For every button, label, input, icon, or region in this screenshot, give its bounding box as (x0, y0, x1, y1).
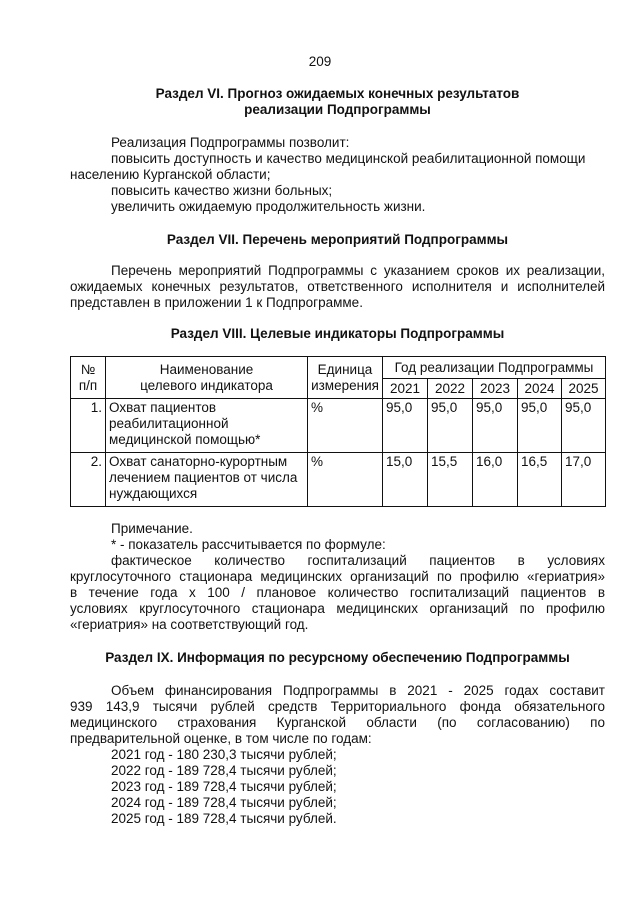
header-num-line1: № (80, 361, 96, 377)
row-num: 2. (71, 453, 106, 507)
section9-para-line4: предварительной оценке, в том числе по годам: (70, 731, 372, 746)
header-name-line2: целевого индикатора (140, 377, 273, 393)
row-name (106, 399, 308, 453)
funding-year-item: 2021 год - 180 230,3 тысячи рублей; (111, 747, 337, 762)
section6-title-line2: реализации Подпрограммы (244, 102, 431, 117)
header-year: 2022 (428, 379, 473, 399)
section6-item3: увеличить ожидаемую продолжительность жизни. (111, 199, 426, 214)
header-unit (308, 357, 383, 399)
row-name-line: медицинской помощью* (109, 432, 261, 447)
row-value: 17,0 (562, 453, 606, 507)
section9-para-line3: медицинского страхования Курганской области (по согласованию) по (70, 715, 605, 730)
row-value: 16,5 (518, 453, 562, 507)
funding-year-item: 2023 год - 189 728,4 тысячи рублей; (111, 779, 337, 794)
row-value: 15,5 (428, 453, 473, 507)
formula-line5: «гериатрия» на соответствующий год. (70, 617, 309, 632)
section9-para-line2: 939 143,9 тысячи рублей средств Территориального фонда обязательного (70, 699, 605, 714)
section6-intro: Реализация Подпрограммы позволит: (111, 135, 350, 150)
formula-line2: круглосуточного стационара медицинских организаций по профилю «гериатрия» (70, 569, 605, 584)
row-unit: % (308, 399, 383, 453)
section6-item1-line2: населению Курганской области; (70, 167, 271, 182)
header-num (71, 357, 106, 399)
section6-item2: повысить качество жизни больных; (111, 183, 333, 198)
page-number: 209 (308, 54, 332, 69)
header-year: 2024 (518, 379, 562, 399)
row-unit: % (308, 453, 383, 507)
table-row (71, 453, 606, 507)
header-years: Год реализации Подпрограммы (383, 357, 606, 379)
header-year: 2023 (473, 379, 518, 399)
header-name-line1: Наименование (159, 361, 254, 377)
section6-title-line1: Раздел VI. Прогноз ожидаемых конечных результатов (155, 86, 520, 101)
header-year: 2021 (383, 379, 428, 399)
row-value: 95,0 (562, 399, 606, 453)
section6-item1-line1: повысить доступность и качество медицинской реабилитационной помощи (111, 151, 586, 166)
row-name-line: нуждающихся (109, 486, 198, 501)
row-name (106, 453, 308, 507)
target-indicators-table (70, 356, 606, 507)
header-num-line2: п/п (78, 377, 98, 393)
section9-para-line1: Объем финансирования Подпрограммы в 2021 - 2025 годах составит (111, 683, 605, 698)
funding-year-item: 2025 год - 189 728,4 тысячи рублей. (111, 811, 337, 826)
section7-title: Раздел VII. Перечень мероприятий Подпрограммы (166, 232, 509, 247)
header-year: 2025 (562, 379, 606, 399)
section7-para-line3: представлен в приложении 1 к Подпрограмме. (70, 295, 363, 310)
row-name-line: лечением пациентов от числа (109, 470, 298, 485)
row-value: 95,0 (518, 399, 562, 453)
header-name (106, 357, 308, 399)
row-name-line: Охват пациентов (109, 400, 217, 415)
row-value: 95,0 (428, 399, 473, 453)
row-num: 1. (71, 399, 106, 453)
section7-para-line1: Перечень мероприятий Подпрограммы с указанием сроков их реализации, (111, 263, 605, 278)
section7-para-line2: ожидаемых конечных результатов, ответственного исполнителя и исполнителей (70, 279, 605, 294)
formula-line1: фактическое количество госпитализаций пациентов в условиях (111, 553, 605, 568)
row-value: 95,0 (473, 399, 518, 453)
section8-title: Раздел VIII. Целевые индикаторы Подпрограммы (170, 326, 505, 341)
note-title: Примечание. (111, 521, 193, 536)
funding-year-item: 2024 год - 189 728,4 тысячи рублей; (111, 795, 337, 810)
row-value: 95,0 (383, 399, 428, 453)
row-name-line: реабилитационной (109, 416, 229, 431)
row-value: 16,0 (473, 453, 518, 507)
formula-line4: условиях круглосуточного стационара медицинских организаций по профилю (70, 601, 605, 616)
row-name-line: Охват санаторно-курортным (109, 454, 288, 469)
row-value: 15,0 (383, 453, 428, 507)
header-unit-line1: Единица (317, 361, 373, 377)
formula-line3: в течение года х 100 / плановое количество госпитализаций пациентов в (70, 585, 605, 600)
section9-title: Раздел IX. Информация по ресурсному обеспечению Подпрограммы (105, 650, 570, 665)
header-unit-line2: измерения (311, 377, 379, 393)
funding-year-item: 2022 год - 189 728,4 тысячи рублей; (111, 763, 337, 778)
table-row (71, 399, 606, 453)
note-star: * - показатель рассчитывается по формуле: (111, 537, 386, 552)
